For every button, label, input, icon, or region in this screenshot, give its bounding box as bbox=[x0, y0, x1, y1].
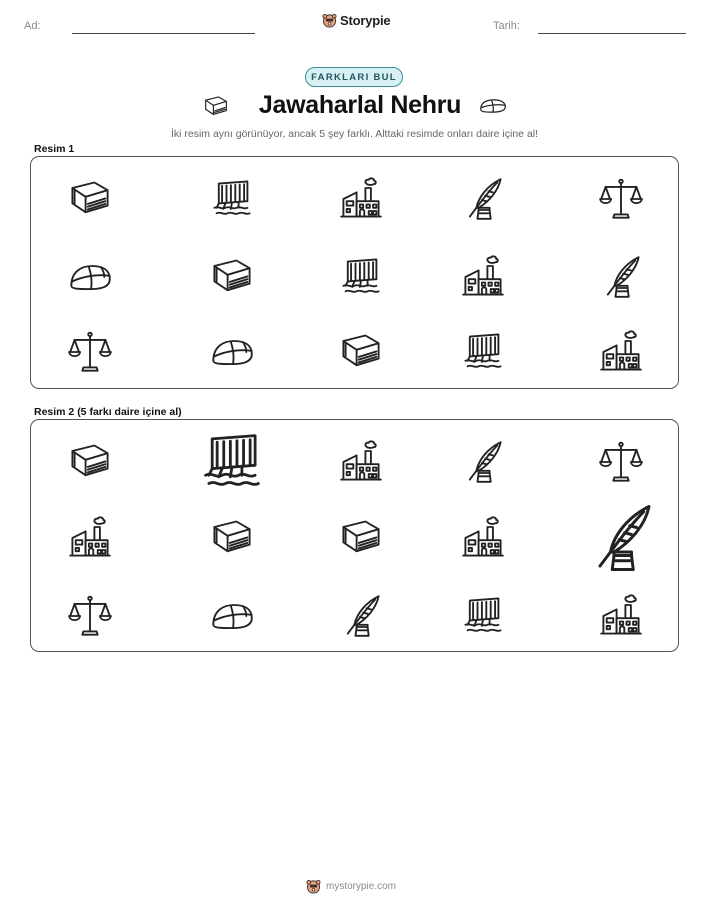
balance-scale-icon bbox=[68, 594, 112, 638]
gandhi-cap-icon bbox=[210, 330, 254, 374]
name-label: Ad: bbox=[24, 20, 41, 32]
factory-icon bbox=[461, 516, 505, 560]
book-icon bbox=[339, 330, 383, 374]
gandhi-cap-icon bbox=[210, 594, 254, 638]
dam-icon bbox=[339, 255, 383, 299]
worksheet-badge: FARKLARI BUL bbox=[305, 67, 403, 87]
balance-scale-icon bbox=[599, 440, 643, 484]
factory-icon bbox=[599, 330, 643, 374]
factory-icon bbox=[599, 594, 643, 638]
storypie-mascot-icon bbox=[306, 879, 321, 894]
gandhi-cap-icon bbox=[68, 255, 112, 299]
footer bbox=[306, 879, 396, 894]
page-title: Jawaharlal Nehru bbox=[258, 91, 462, 119]
dam-icon bbox=[199, 429, 265, 495]
factory-icon bbox=[68, 516, 112, 560]
picture2-label: Resim 2 (5 farkı daire içine al) bbox=[34, 406, 182, 418]
factory-icon bbox=[461, 255, 505, 299]
name-line[interactable] bbox=[72, 33, 255, 34]
instructions: İki resim aynı görünüyor, ancak 5 şey farklı. Alttaki resimde onları daire içine al! bbox=[170, 128, 539, 140]
book-icon bbox=[68, 440, 112, 484]
book-icon bbox=[339, 516, 383, 560]
brand-logo bbox=[322, 13, 390, 28]
gandhi-cap-icon bbox=[478, 97, 508, 120]
balance-scale-icon bbox=[599, 177, 643, 221]
dam-icon bbox=[210, 177, 254, 221]
quill-inkwell-icon bbox=[586, 503, 656, 573]
quill-inkwell-icon bbox=[599, 255, 643, 299]
date-line[interactable] bbox=[538, 33, 686, 34]
dam-icon bbox=[461, 594, 505, 638]
quill-inkwell-icon bbox=[461, 177, 505, 221]
book-icon bbox=[68, 177, 112, 221]
book-icon bbox=[210, 516, 254, 560]
brand-name: Storypie bbox=[340, 13, 391, 28]
factory-icon bbox=[339, 440, 383, 484]
quill-inkwell-icon bbox=[339, 594, 383, 638]
factory-icon bbox=[339, 177, 383, 221]
quill-inkwell-icon bbox=[461, 440, 505, 484]
picture1-label: Resim 1 bbox=[34, 143, 75, 155]
date-label: Tarih: bbox=[493, 20, 520, 32]
book-icon bbox=[210, 255, 254, 299]
balance-scale-icon bbox=[68, 330, 112, 374]
storypie-mascot-icon bbox=[322, 13, 337, 28]
footer-url[interactable]: mystorypie.com bbox=[326, 881, 397, 892]
dam-icon bbox=[461, 330, 505, 374]
